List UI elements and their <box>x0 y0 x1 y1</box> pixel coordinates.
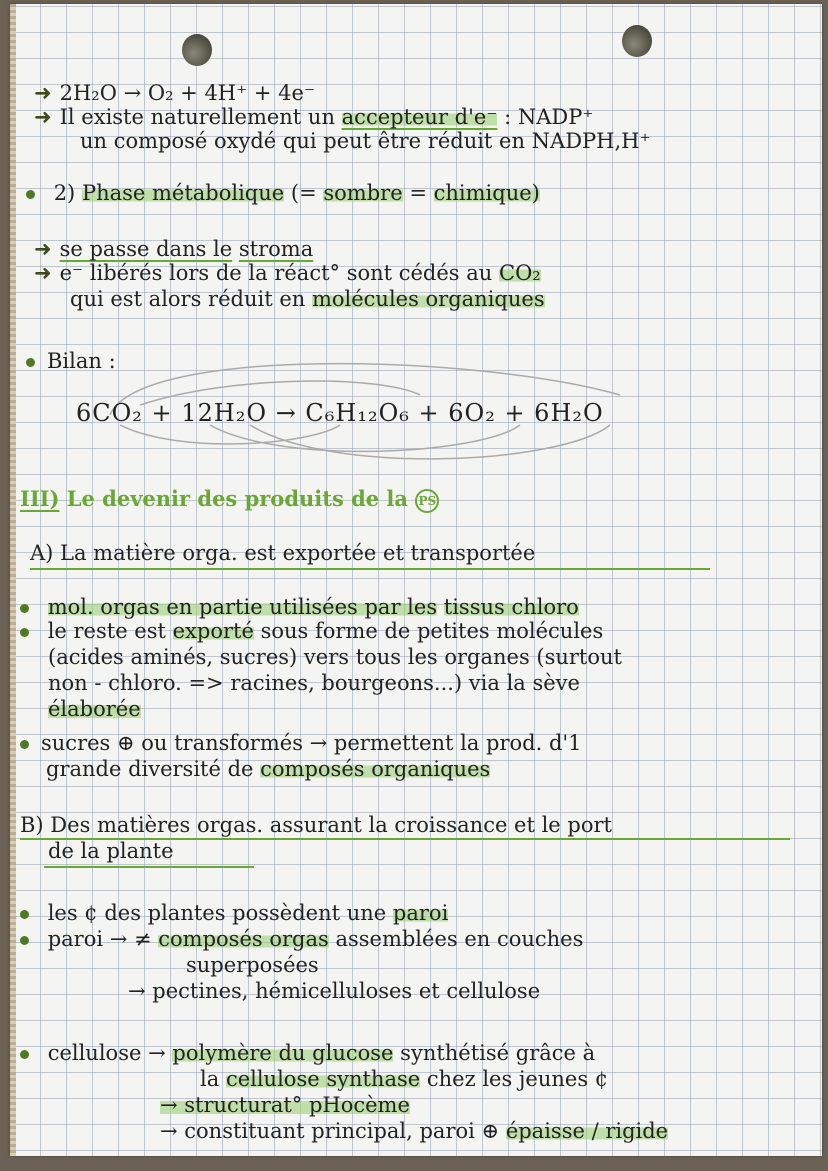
subsection-b-title-1: B) Des matières orgas. assurant la croissance et le port <box>20 813 612 837</box>
bullet-icon <box>20 628 29 637</box>
bullet-icon <box>26 358 35 367</box>
bullet-b2-cont-2: → pectines, hémicelluloses et cellulose <box>128 979 541 1003</box>
bullet-icon <box>20 910 29 919</box>
bullet-b2-cont-1: superposées <box>186 953 319 977</box>
bullet-a2-cont-2: non - chloro. => racines, bourgeons...) via la sève <box>48 671 580 695</box>
cellulose-line-2: la cellulose synthase chez les jeunes ¢ <box>200 1067 609 1091</box>
subsection-a-title: A) La matière orga. est exportée et transportée <box>30 541 536 565</box>
arrow-icon: ➜ <box>34 105 52 129</box>
arrow-icon: ➜ <box>34 237 52 261</box>
punch-hole-right <box>622 25 652 57</box>
spiral-binding-edge <box>10 4 16 1156</box>
arrow-icon: ➜ <box>34 81 52 105</box>
subsection-b-underline-2 <box>44 866 254 868</box>
subsection-b-title-2: de la plante <box>48 839 174 863</box>
phase2-item-stroma: ➜ se passe dans le stroma <box>34 237 314 261</box>
cellulose-line-3: → structurat° pHocème <box>160 1093 410 1117</box>
section3-heading: III) Le devenir des produits de la PS <box>20 486 439 513</box>
arrow-icon: ➜ <box>34 261 52 285</box>
bullet-b2: paroi → ≠ composés orgas assemblées en couches <box>20 926 583 952</box>
bullet-a3: sucres ⊕ ou transformés → permettent la prod. d'1 <box>20 730 582 756</box>
bullet-a2: le reste est exporté sous forme de petites molécules <box>20 618 603 644</box>
phase2-heading: 2) Phase métabolique (= sombre = chimique) <box>26 180 540 206</box>
bullet-icon <box>20 740 29 749</box>
bullet-a2-cont-1: (acides aminés, sucres) vers tous les organes (surtout <box>48 645 622 669</box>
bullet-a3-cont: grande diversité de composés organiques <box>46 757 491 781</box>
bullet-icon <box>20 936 29 945</box>
bullet-a1: mol. orgas en partie utilisées par les tissus chloro <box>20 594 579 620</box>
photolysis-equation-line: ➜ 2H₂O → O₂ + 4H⁺ + 4e⁻ <box>34 81 316 105</box>
phase2-item-electrons: ➜ e⁻ libérés lors de la réact° sont cédés au CO₂ <box>34 261 541 285</box>
bilan-label-line: Bilan : <box>26 348 116 374</box>
bullet-icon <box>20 1050 29 1059</box>
bullet-icon <box>20 604 29 613</box>
bullet-b1: les ¢ des plantes possèdent une paroi <box>20 900 448 926</box>
phase2-continuation: qui est alors réduit en molécules organiques <box>70 287 545 311</box>
bilan-equation: 6CO₂ + 12H₂O → C₆H₁₂O₆ + 6O₂ + 6H₂O <box>76 399 604 427</box>
ps-badge: PS <box>415 489 439 513</box>
acceptor-line: ➜ Il existe naturellement un accepteur d'e⁻ : NADP⁺ <box>34 105 594 129</box>
bullet-a2-cont-3: élaborée <box>48 697 141 721</box>
punch-hole-left <box>182 34 212 66</box>
bullet-icon <box>26 190 35 199</box>
subsection-a-underline <box>30 568 710 570</box>
acceptor-continuation: un composé oxydé qui peut être réduit en NADPH,H⁺ <box>80 129 651 153</box>
cellulose-line-1: cellulose → polymère du glucose synthétisé grâce à <box>20 1040 595 1066</box>
cellulose-line-4: → constituant principal, paroi ⊕ épaisse / rigide <box>160 1119 669 1143</box>
